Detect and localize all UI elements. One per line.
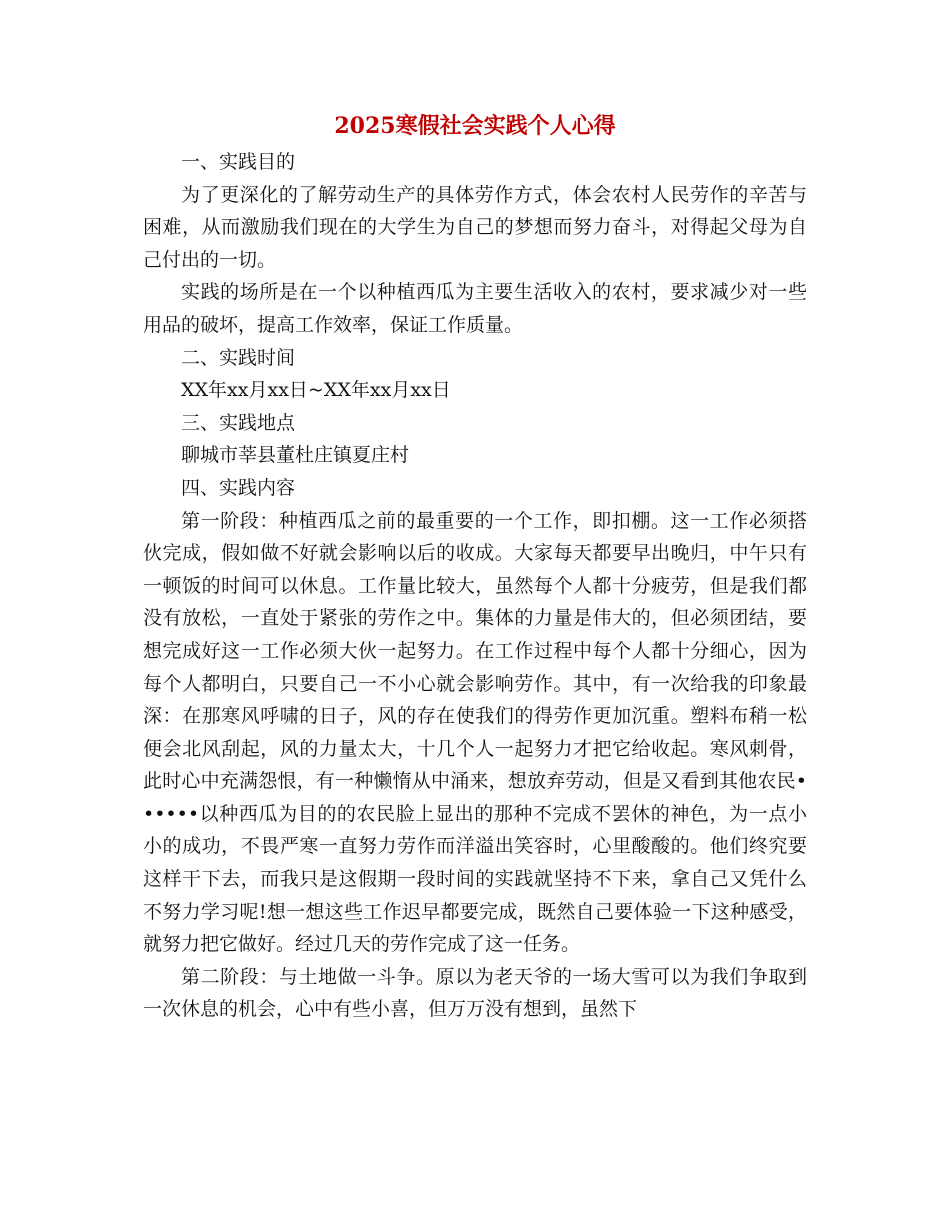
paragraph-stage-one: 第一阶段：种植西瓜之前的最重要的一个工作，即扣棚。这一工作必须搭伙完成，假如做不好就会影响以后的收成。大家每天都要早出晚归，中午只有一顿饭的时间可以休息。工作量比较大，虽然每个人都十分疲劳，但是我们都没有放松，一直处于紧张的劳作之中。集体的力量是伟大的，但必须团结，要想完成好这一工作必须大伙一起努力。在工作过程中每个人都十分细心，因为每个人都明白，只要自己一不小心就会影响劳作。其中，有一次给我的印象最深：在那寒风呼啸的日子，风的存在使我们的得劳作更加沉重。塑料布稍一松便会北风刮起，风的力量太大，十几个人一起努力才把它给收起。寒风刺骨，此时心中充满怨恨，有一种懒惰从中涌来，想放弃劳动，但是又看到其他农民••••••以种西瓜为目的的农民脸上显出的那种不完成不罢休的神色，为一点小小的成功，不畏严寒一直努力劳作而洋溢出笑容时，心里酸酸的。他们终究要这样干下去，而我只是这假期一段时间的实践就坚持不下来，拿自己又凭什么不努力学习呢!想一想这些工作迟早都要完成，既然自己要体验一下这种感受，就努力把它做好。经过几天的劳作完成了这一任务。: [143, 509, 807, 956]
paragraph-stage-two: 第二阶段：与土地做一斗争。原以为老天爷的一场大雪可以为我们争取到一次休息的机会，心中有些小喜，但万万没有想到，虽然下: [143, 965, 807, 1021]
section-heading-time: 二、实践时间: [181, 346, 296, 369]
paragraph-location: 聊城市莘县董杜庄镇夏庄村: [181, 444, 410, 467]
paragraph-venue: 实践的场所是在一个以种植西瓜为主要生活收入的农村，要求减少对一些用品的破坏，提高工作效率，保证工作质量。: [143, 281, 807, 336]
section-heading-location: 三、实践地点: [181, 411, 296, 434]
paragraph-purpose: 为了更深化的了解劳动生产的具体劳作方式，体会农村人民劳作的辛苦与困难，从而激励我们现在的大学生为自己的梦想而努力奋斗，对得起父母为自己付出的一切。: [143, 183, 807, 271]
section-heading-content: 四、实践内容: [181, 476, 296, 499]
section-heading-purpose: 一、实践目的: [181, 151, 296, 173]
document-title: 2025寒假社会实践个人心得: [334, 113, 616, 139]
paragraph-time: XX年xx月xx日~XX年xx月xx日: [181, 379, 451, 402]
document-body: [143, 146, 807, 1026]
